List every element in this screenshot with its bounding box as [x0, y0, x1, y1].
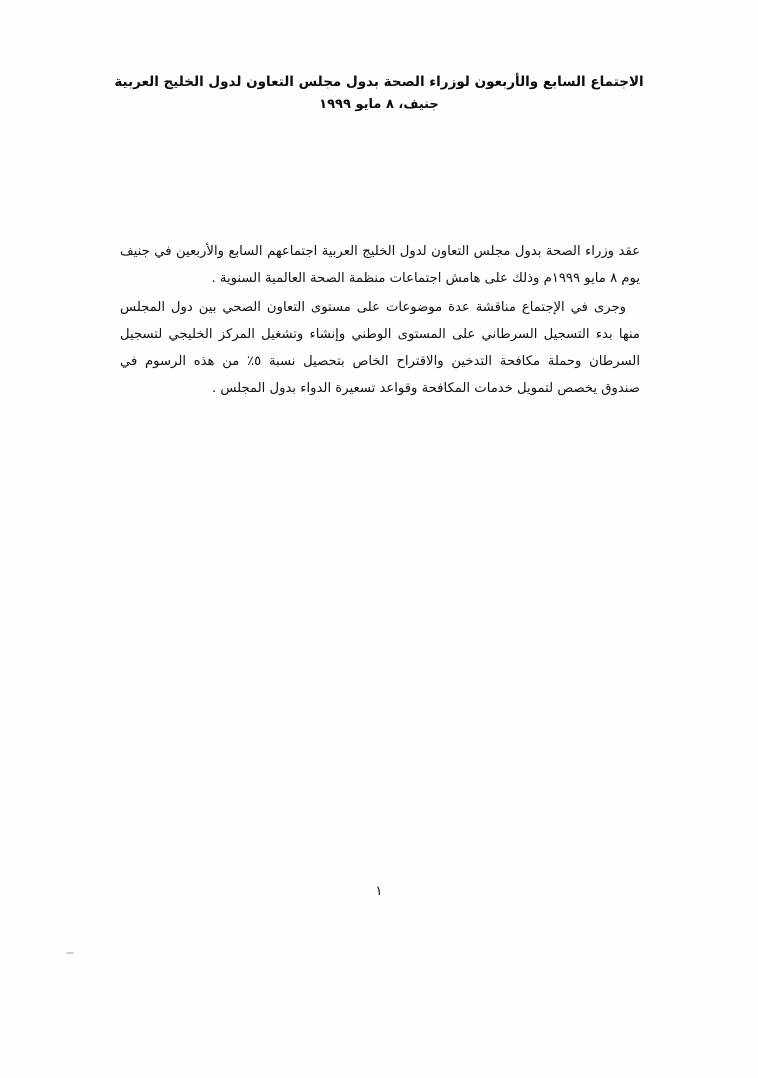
scan-artifact — [66, 952, 74, 954]
page-number: ١ — [375, 884, 383, 899]
body-paragraph-2: وجرى في الإجتماع مناقشة عدة موضوعات على مستوى التعاون الصحي بين دول المجلس منها بدء التسجيل السرطاني على المستوى الوطني وإنشاء وتشغيل المركز الخليجي لتسجيل السرطان وحملة مكافحة التدخين والاقتراح الخاص بتحصيل نسبة ٥٪ من هذه الرسوم في صندوق يخصص لتمويل خدمات المكافحة وقواعد تسعيرة الدواء بدول المجلس . — [120, 300, 640, 397]
document-title: الاجتماع السابع والأربعون لوزراء الصحة بدول مجلس التعاون لدول الخليج العربية — [114, 74, 644, 90]
document-header — [0, 72, 758, 116]
document-subtitle: جنيف، ٨ مايو ١٩٩٩ — [319, 96, 439, 112]
body-paragraph-1: عقد وزراء الصحة بدول مجلس التعاون لدول الخليج العربية اجتماعهم السابع والأربعين في جنيف يوم ٨ مايو ١٩٩٩م وذلك على هامش اجتماعات منظمة الصحة العالمية السنوية . — [120, 244, 640, 287]
document-body — [120, 238, 640, 404]
